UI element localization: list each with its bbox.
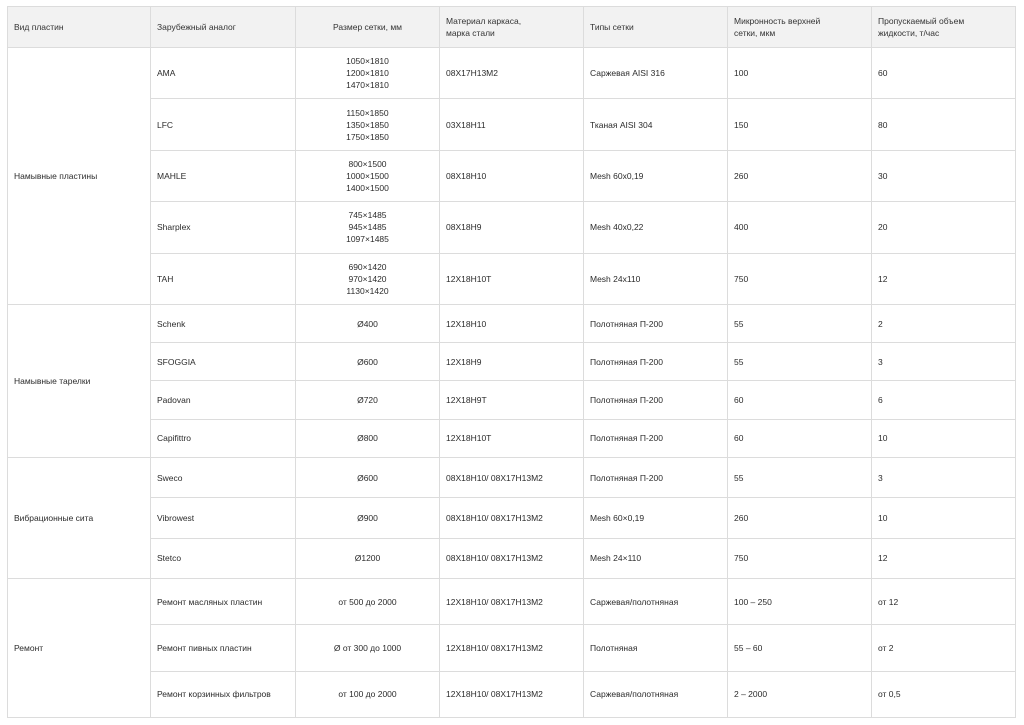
mesh-size-value: Ø600 [357,356,378,367]
table-row [8,671,1016,717]
volume-cell: 12 [872,538,1016,578]
mesh-size-cell [296,304,440,342]
analog-cell: MAHLE [151,150,296,201]
table-row [8,578,1016,624]
micron-cell: 100 – 250 [728,578,872,624]
table-row [8,304,1016,342]
material-cell: 08Х18Н10/ 08Х17Н13М2 [440,498,584,538]
table-row [8,150,1016,201]
mesh-type-cell: Полотняная П-200 [584,304,728,342]
mesh-type-cell: Полотняная [584,625,728,671]
mesh-size-value: 1150×1850 [346,107,389,118]
mesh-size-cell [296,671,440,717]
material-cell: 12Х18Н9Т [440,381,584,419]
volume-cell: от 12 [872,578,1016,624]
micron-cell: 55 [728,304,872,342]
volume-cell: 30 [872,150,1016,201]
material-cell: 12Х18Н10/ 08Х17Н13М2 [440,671,584,717]
material-cell: 12Х18Н10/ 08Х17Н13М2 [440,625,584,671]
analog-cell: Vibrowest [151,498,296,538]
material-cell: 12Х18Н9 [440,343,584,381]
micron-cell: 55 [728,343,872,381]
mesh-type-cell: Саржевая/полотняная [584,578,728,624]
volume-cell: от 2 [872,625,1016,671]
table-row [8,458,1016,498]
mesh-size-value: 1050×1810 [346,56,389,67]
header-mesh-size: Размер сетки, мм [296,7,440,48]
spec-table [7,6,1016,718]
table-body [8,48,1016,718]
micron-cell: 55 [728,458,872,498]
mesh-type-cell: Саржевая/полотняная [584,671,728,717]
mesh-size-cell [296,381,440,419]
mesh-type-cell: Mesh 24х110 [584,253,728,304]
micron-cell: 750 [728,253,872,304]
header-foreign-analog: Зарубежный аналог [151,7,296,48]
micron-cell: 260 [728,498,872,538]
mesh-size-cell [296,99,440,150]
analog-cell: Ремонт корзинных фильтров [151,671,296,717]
material-cell: 08Х18Н9 [440,202,584,253]
mesh-size-cell [296,538,440,578]
mesh-size-value: Ø от 300 до 1000 [333,642,402,653]
mesh-size-value: Ø800 [357,433,378,444]
material-cell: 12Х18Н10/ 08Х17Н13М2 [440,578,584,624]
micron-cell: 150 [728,99,872,150]
group-name: Намывные пластины [8,48,151,305]
mesh-size-value: 690×1420 [348,261,387,272]
mesh-size-cell [296,202,440,253]
material-cell: 03Х18Н11 [440,99,584,150]
mesh-size-value: Ø1200 [354,553,381,564]
mesh-size-value: от 100 до 2000 [338,689,397,700]
analog-cell: Stetco [151,538,296,578]
mesh-size-cell [296,419,440,457]
table-row [8,253,1016,304]
mesh-type-cell: Полотняная П-200 [584,343,728,381]
material-cell: 08Х18Н10/ 08Х17Н13М2 [440,458,584,498]
volume-cell: 2 [872,304,1016,342]
header-mesh-type: Типы сетки [584,7,728,48]
mesh-type-cell: Тканая AISI 304 [584,99,728,150]
analog-cell: Capifittro [151,419,296,457]
analog-cell: SFOGGIA [151,343,296,381]
mesh-size-cell [296,578,440,624]
mesh-size-value: 1400×1500 [346,182,389,193]
volume-cell: 80 [872,99,1016,150]
micron-cell: 55 – 60 [728,625,872,671]
table-row [8,498,1016,538]
mesh-type-cell: Mesh 24×110 [584,538,728,578]
mesh-size-cell [296,498,440,538]
volume-cell: 12 [872,253,1016,304]
micron-cell: 260 [728,150,872,201]
group-name: Ремонт [8,578,151,717]
mesh-size-cell [296,48,440,99]
analog-cell: Schenk [151,304,296,342]
material-cell: 12Х18Н10Т [440,419,584,457]
table-row [8,202,1016,253]
mesh-type-cell: Mesh 40х0,22 [584,202,728,253]
mesh-size-cell [296,625,440,671]
material-cell: 08Х18Н10 [440,150,584,201]
mesh-type-cell: Полотняная П-200 [584,458,728,498]
mesh-size-value: 745×1485 [348,210,387,221]
material-cell: 12Х18Н10Т [440,253,584,304]
volume-cell: 20 [872,202,1016,253]
mesh-size-cell [296,150,440,201]
material-cell: 12Х18Н10 [440,304,584,342]
mesh-type-cell: Mesh 60х0,19 [584,150,728,201]
micron-cell: 750 [728,538,872,578]
analog-cell: AMA [151,48,296,99]
header-frame-material: Материал каркаса, марка стали [440,7,584,48]
mesh-size-value: 1097×1485 [346,234,389,245]
analog-cell: Padovan [151,381,296,419]
mesh-size-value: 1350×1850 [346,119,389,130]
volume-cell: 6 [872,381,1016,419]
mesh-type-cell: Mesh 60×0,19 [584,498,728,538]
mesh-size-cell [296,458,440,498]
mesh-size-value: 1000×1500 [346,170,389,181]
mesh-size-value: Ø600 [357,472,378,483]
table-row [8,343,1016,381]
header-volume: Пропускаемый объем жидкости, т/час [872,7,1016,48]
mesh-size-value: Ø900 [357,512,378,523]
mesh-size-value: Ø400 [357,318,378,329]
header-plate-type: Вид пластин [8,7,151,48]
analog-cell: LFC [151,99,296,150]
volume-cell: 10 [872,419,1016,457]
material-cell: 08Х18Н10/ 08Х17Н13М2 [440,538,584,578]
mesh-size-value: 800×1500 [348,158,387,169]
analog-cell: Ремонт масляных пластин [151,578,296,624]
table-row [8,381,1016,419]
analog-cell: Sweco [151,458,296,498]
mesh-size-value: 1750×1850 [346,131,389,142]
mesh-type-cell: Полотняная П-200 [584,381,728,419]
mesh-size-value: Ø720 [357,395,378,406]
micron-cell: 100 [728,48,872,99]
mesh-size-value: 1130×1420 [346,285,389,296]
volume-cell: от 0,5 [872,671,1016,717]
header-micron: Микронность верхней сетки, мкм [728,7,872,48]
mesh-size-cell [296,253,440,304]
table-header-row [8,7,1016,48]
volume-cell: 3 [872,458,1016,498]
spec-table-container [7,6,1015,718]
table-row [8,99,1016,150]
mesh-size-cell [296,343,440,381]
mesh-size-value: 1200×1810 [346,68,389,79]
analog-cell: Sharplex [151,202,296,253]
micron-cell: 60 [728,419,872,457]
material-cell: 08Х17Н13М2 [440,48,584,99]
mesh-type-cell: Полотняная П-200 [584,419,728,457]
analog-cell: TAH [151,253,296,304]
volume-cell: 3 [872,343,1016,381]
mesh-size-value: 1470×1810 [346,80,389,91]
table-row [8,625,1016,671]
table-row [8,538,1016,578]
table-row [8,419,1016,457]
group-name: Намывные тарелки [8,304,151,457]
volume-cell: 10 [872,498,1016,538]
mesh-size-value: от 500 до 2000 [338,596,397,607]
micron-cell: 2 – 2000 [728,671,872,717]
micron-cell: 60 [728,381,872,419]
table-row [8,48,1016,99]
mesh-size-value: 970×1420 [348,273,387,284]
mesh-type-cell: Саржевая AISI 316 [584,48,728,99]
analog-cell: Ремонт пивных пластин [151,625,296,671]
micron-cell: 400 [728,202,872,253]
group-name: Вибрационные сита [8,458,151,579]
mesh-size-value: 945×1485 [348,222,387,233]
volume-cell: 60 [872,48,1016,99]
